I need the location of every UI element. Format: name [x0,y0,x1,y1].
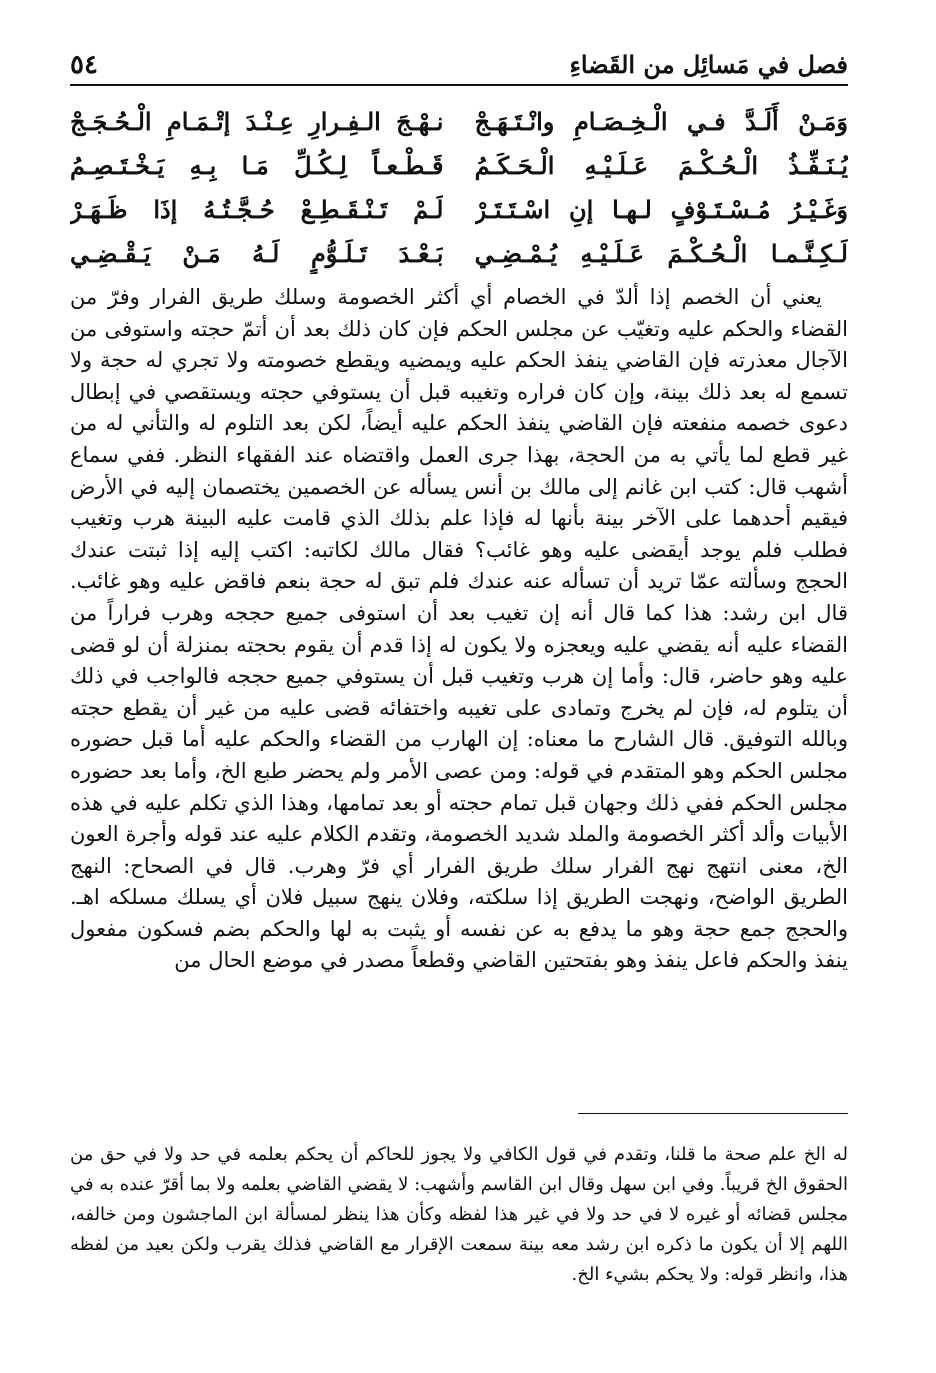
book-page [70,40,848,1340]
verse-second-hemistich: قَـطْـعـاً لِـكُـلِّ مَـا بِـهِ يَـخْـتَـصِـمُ [70,151,444,180]
verse-line [70,100,848,144]
commentary-paragraph: يعني أن الخصم إذا ألدّ في الخصام أي أكثر الخصومة وسلك طريق الفرار وفرّ من القضاء والحكم عليه وتغيّب عن مجلس الحكم فإن كان ذلك بعد أن أتمّ حجته واستوفى من الآجال معذرته فإن القاضي ينفذ الحكم عليه ويمضيه ويقطع خصومته ولا تجري له حجة ولا تسمع له بعد ذلك بينة، وإن كان فراره وتغيبه قبل أن يستوفي حجته ويستقصي في إبطال دعوى خصمه منفعته فإن القاضي ينفذ الحكم عليه أيضاً، لكن بعد التلوم له والتأني له من غير قطع لما يأتي به من الحجة، بهذا جرى العمل واقتضاه عند الفقهاء النظر. ففي سماع أشهب قال: كتب ابن غانم إلى مالك بن أنس يسأله عن الخصمين يختصمان إليه في الأرض فيقيم أحدهما على الآخر بينة بأنها له فإذا علم بذلك الذي قامت عليه البينة هرب وتغيب فطلب فلم يوجد أيقضى عليه وهو غائب؟ فقال مالك لكاتبه: اكتب إليه إذا ثبتت عندك الحجج وسألته عمّا تريد أن تسأله عنه عندك فلم تبق له حجة بنعم فاقض عليه وهو غائب. قال ابن رشد: هذا كما قال أنه إن تغيب بعد أن استوفى جميع حججه وهرب فراراً من القضاء عليه أنه يقضي عليه ويعجزه ولا يكون له إذا قدم أن يقوم بحجته بمنزلة أن لو قضى عليه وهو حاضر، قال: وأما إن هرب وتغيب قبل أن يستوفي جميع حججه فالواجب في ذلك أن يتلوم له، فإن لم يخرج وتمادى على تغيبه واختفائه قضى عليه من غير أن يقطع حجته وبالله التوفيق. قال الشارح ما معناه: إن الهارب من القضاء والحكم عليه أما قبل حضوره مجلس الحكم وهو المتقدم في قوله: ومن عصى الأمر ولم يحضر طبع الخ، وأما بعد حضوره مجلس الحكم ففي ذلك وجهان قبل تمام حجته أو بعد تمامها، وهذا الذي تكلم عليه في هذه الأبيات وألد أكثر الخصومة والملد شديد الخصومة، وتقدم الكلام عليه عند قوله وأجرة العون الخ، معنى انتهج نهج الفرار سلك طريق الفرار أي فرّ وهرب. قال في الصحاح: النهج الطريق الواضح، ونهجت الطريق إذا سلكته، وفلان ينهج سبيل فلان أي يسلك مسلكه اهـ. والحجج جمع حجة وهو ما يدفع به عن نفسه أو يثبت به لها والحكم بضم فسكون مفعول ينفذ والحكم فاعل ينفذ وهو بفتحتين القاضي وقطعاً مصدر في موضع الحال من [70,285,848,973]
footnote-text: له الخ علم صحة ما قلنا، وتقدم في قول الكافي ولا يجوز للحاكم أن يحكم بعلمه في حد ولا في حق من الحقوق الخ قريباً. وفي ابن سهل وقال ابن القاسم وأشهب: لا يقضي القاضي بعلمه ولا بما أقرّ عنده به في مجلس قضائه أو غيره لا في حد ولا في غير هذا لفظه وكأن هذا ينظر لمسألة ابن الماجشون ومن خالفه، اللهم إلا أن يكون ما ذكره ابن رشد معه بينة سمعت الإقرار مع القاضي فذلك يقرب ولكن بعيد من لفظه هذا، وانظر قوله: ولا يحكم بشيء الخ. [70,1144,848,1285]
verse-second-hemistich: نـهْـجَ الـفِـرارِ عِـنْـدَ إتْـمَـامِ الْـحُـجَـجْ [70,107,444,136]
page-number: ٥٤ [70,50,98,80]
verse-first-hemistich: لَـكِـنَّـمـا الْـحُـكْـمَ عَـلَـيْـهِ يُـمْـضِـي [474,239,848,268]
verse-first-hemistich: يُـنَـفِّـذُ الْـحُـكْـمَ عَـلَـيْـهِ الْـحَـكَـمُ [474,151,848,180]
footnote-divider [578,1113,848,1114]
verse-line [70,188,848,232]
page-header [70,40,848,86]
verse-second-hemistich: بَـعْـدَ تَـلَـوُّمٍ لَـهُ مَـنْ يَـقْـضِـي [70,239,444,268]
verse-line [70,232,848,276]
verse-first-hemistich: وَغَـيْـرُ مُـسْـتَـوْفٍ لـهـا إنِ اسْـتَـتَـرْ [474,195,848,224]
verse-line [70,144,848,188]
poem-verses [70,100,848,276]
running-title: فصل في مَسائِل من القَضاءِ [569,50,848,79]
verse-second-hemistich: لَـمْ تَـنْـقَـطِـعْ حُـجَّـتُـهُ إذَا ظَـهَـرْ [70,195,444,224]
verse-first-hemistich: وَمَـنْ أَلَـدَّ فـي الْـخِـصَـامِ وانْـتَـهَـجْ [474,107,848,136]
